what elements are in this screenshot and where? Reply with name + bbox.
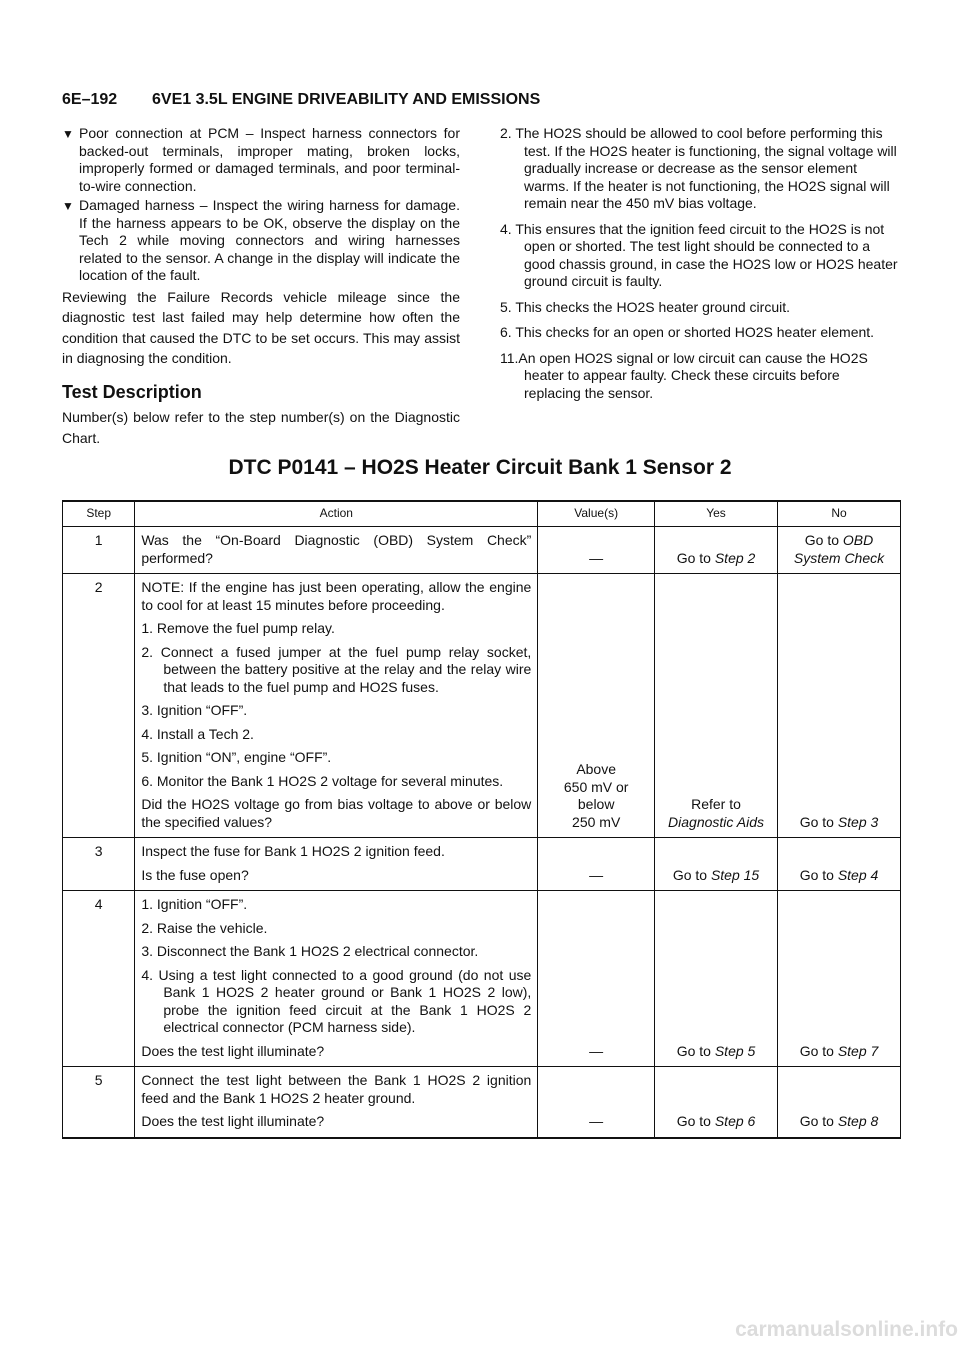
- section-text: Number(s) below refer to the step number(s) on the Diagnostic Chart.: [62, 409, 460, 446]
- question-text: Does the test light illuminate?: [141, 1042, 325, 1059]
- question-text: Did the HO2S voltage go from bias voltage to above or below the specified values?: [141, 796, 532, 830]
- header-action: Action: [135, 501, 538, 527]
- header-yes: Yes: [655, 501, 778, 527]
- no-cell: Go to Step 8: [778, 1067, 901, 1138]
- action-cell: Inspect the fuse for Bank 1 HO2S 2 ignition feed. Is the fuse open?: [135, 838, 538, 891]
- test-note: 11.An open HO2S signal or low circuit can cause the HO2S heater to appear faulty. Check these circuits before replacing the sensor.: [500, 349, 868, 401]
- step-number: 3: [63, 838, 135, 891]
- header-no: No: [778, 501, 901, 527]
- header-step: Step: [63, 501, 135, 527]
- yes-cell: Refer to Diagnostic Aids: [655, 574, 778, 838]
- value-cell: —: [538, 838, 655, 891]
- intro-paragraph: Reviewing the Failure Records vehicle mileage since the diagnostic test last failed may help determine how often the condition that caused the DTC to be set occurs. This may assist in diagnosing the condition.: [62, 288, 460, 366]
- value-cell: —: [538, 527, 655, 574]
- header-values: Value(s): [538, 501, 655, 527]
- yes-cell: Go to Step 5: [655, 891, 778, 1067]
- action-cell: 1. Ignition “OFF”. 2. Raise the vehicle. 3. Disconnect the Bank 1 HO2S 2 electrical connector. 4. Using a test light connected to a good ground (do not use Bank 1 HO2S 2 heater ground or Bank 1 HO2S 2 low), probe the ignition feed circuit at the Bank 1 HO2S 2 electrical connector (PCM harness side). Does the test light illuminate?: [135, 891, 538, 1067]
- step-number: 2: [63, 574, 135, 838]
- test-note: 6. This checks for an open or shorted HO2S heater element.: [500, 324, 875, 340]
- table-title: DTC P0141 – HO2S Heater Circuit Bank 1 Sensor 2: [228, 456, 732, 479]
- action-cell: NOTE: If the engine has just been operating, allow the engine to cool for at least 15 minutes before proceeding. 1. Remove the fuel pump relay. 2. Connect a fused jumper at the fuel pump relay socket, between the battery positive at the relay and the relay wire that leads to the fuel pump and HO2S fuses. 3. Ignition “OFF”. 4. Install a Tech 2. 5. Ignition “ON”, engine “OFF”. 6. Monitor the Bank 1 HO2S 2 voltage for several minutes. Did the HO2S voltage go from bias voltage to above or below the specified values?: [135, 574, 538, 838]
- section-title: Test Description: [62, 381, 202, 402]
- yes-cell: Go to Step 2: [655, 527, 778, 574]
- action-cell: Connect the test light between the Bank 1 HO2S 2 ignition feed and the Bank 1 HO2S 2 heater ground. Does the test light illuminate?: [135, 1067, 538, 1138]
- page-title: 6VE1 3.5L ENGINE DRIVEABILITY AND EMISSIONS: [152, 91, 541, 108]
- value-cell: —: [538, 891, 655, 1067]
- bullet-item: ▼ Damaged harness – Inspect the wiring harness for damage. If the harness appears to be OK, observe the display on the Tech 2 while moving connectors and wiring harnesses related to the sensor. A change in the display will indicate the location of the fault.: [62, 197, 460, 283]
- no-cell: Go to OBD System Check: [778, 527, 901, 574]
- note-text: NOTE: If the engine has just been operating, allow the engine to cool for at least 15 minutes before proceeding.: [141, 579, 532, 613]
- page-number: 6E–192: [62, 91, 118, 108]
- watermark: carmanualsonline.info: [735, 1318, 958, 1341]
- bullet-item: ▼ Poor connection at PCM – Inspect harness connectors for backed-out terminals, improper mating, broken locks, improperly formed or damaged terminals, and poor terminal-to-wire connection.: [62, 125, 460, 194]
- yes-cell: Go to Step 6: [655, 1067, 778, 1138]
- step-number: 4: [63, 891, 135, 1067]
- table-row: [63, 574, 901, 838]
- action-cell: Was the “On-Board Diagnostic (OBD) System Check” performed?: [135, 527, 538, 574]
- yes-cell: Go to Step 15: [655, 838, 778, 891]
- table-header-row: [63, 501, 901, 527]
- right-column: [500, 125, 900, 410]
- step-number: 5: [63, 1067, 135, 1138]
- table-row: [63, 1067, 901, 1138]
- question-text: Does the test light illuminate?: [141, 1113, 325, 1129]
- diagnostic-table: [62, 500, 901, 1139]
- step-number: 1: [63, 527, 135, 574]
- page-header: [62, 91, 540, 109]
- test-note: 2. The HO2S should be allowed to cool before performing this test. If the HO2S heater is functioning, the signal voltage will gradually increase or decrease as the sensor element warms. If the heater is not functioning, the HO2S signal will remain near the 450 mV bias voltage.: [500, 125, 897, 211]
- no-cell: Go to Step 4: [778, 838, 901, 891]
- triangle-bullet-icon: ▼: [62, 199, 74, 213]
- table-row: [63, 891, 901, 1067]
- value-cell: Above 650 mV or below 250 mV: [538, 574, 655, 838]
- left-column: [62, 125, 460, 448]
- triangle-bullet-icon: ▼: [62, 127, 74, 141]
- no-cell: Go to Step 3: [778, 574, 901, 838]
- question-text: Is the fuse open?: [141, 866, 249, 883]
- test-note: 4. This ensures that the ignition feed circuit to the HO2S is not open or shorted. The test light should be connected to a good chassis ground, in case the HO2S low or HO2S heater ground circuit is faulty.: [500, 220, 898, 289]
- test-note: 5. This checks the HO2S heater ground circuit.: [500, 298, 790, 315]
- table-row: [63, 838, 901, 891]
- table-row: [63, 527, 901, 574]
- no-cell: Go to Step 7: [778, 891, 901, 1067]
- value-cell: —: [538, 1067, 655, 1138]
